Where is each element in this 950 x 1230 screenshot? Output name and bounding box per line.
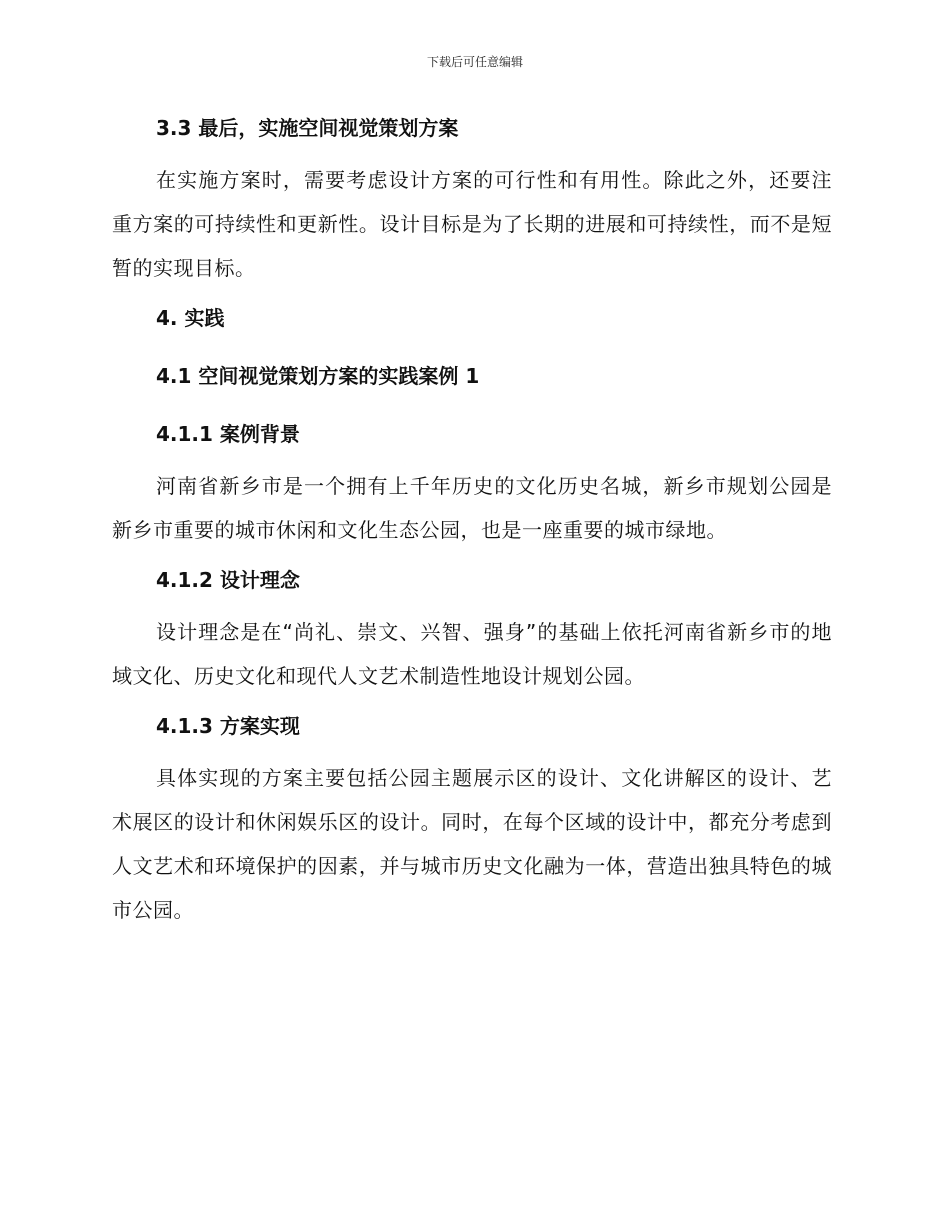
section-heading-4-1-3: 4.1.3 方案实现	[156, 714, 300, 738]
section-heading-4-1: 4.1 空间视觉策划方案的实践案例 1	[156, 364, 480, 388]
section-heading-4: 4. 实践	[156, 306, 225, 330]
paragraph-4-1-3: 具体实现的方案主要包括公园主题展示区的设计、文化讲解区的设计、艺术展区的设计和休闲娱乐区的设计。同时，在每个区域的设计中，都充分考虑到人文艺术和环境保护的因素，并与城市历史文化融为一体，营造出独具特色的城市公园。	[112, 766, 832, 922]
paragraph-3-3: 在实施方案时，需要考虑设计方案的可行性和有用性。除此之外，还要注重方案的可持续性和更新性。设计目标是为了长期的进展和可持续性，而不是短暂的实现目标。	[112, 168, 832, 280]
section-heading-3-3: 3.3 最后，实施空间视觉策划方案	[156, 116, 459, 140]
section-heading-4-1-1: 4.1.1 案例背景	[156, 422, 300, 446]
paragraph-4-1-2: 设计理念是在“尚礼、崇文、兴智、强身”的基础上依托河南省新乡市的地域文化、历史文化和现代人文艺术制造性地设计规划公园。	[112, 620, 832, 688]
document-body	[112, 112, 832, 932]
section-heading-4-1-2: 4.1.2 设计理念	[156, 568, 300, 592]
paragraph-4-1-1: 河南省新乡市是一个拥有上千年历史的文化历史名城，新乡市规划公园是新乡市重要的城市休闲和文化生态公园，也是一座重要的城市绿地。	[112, 474, 832, 542]
running-header: 下载后可任意编辑	[426, 55, 523, 69]
